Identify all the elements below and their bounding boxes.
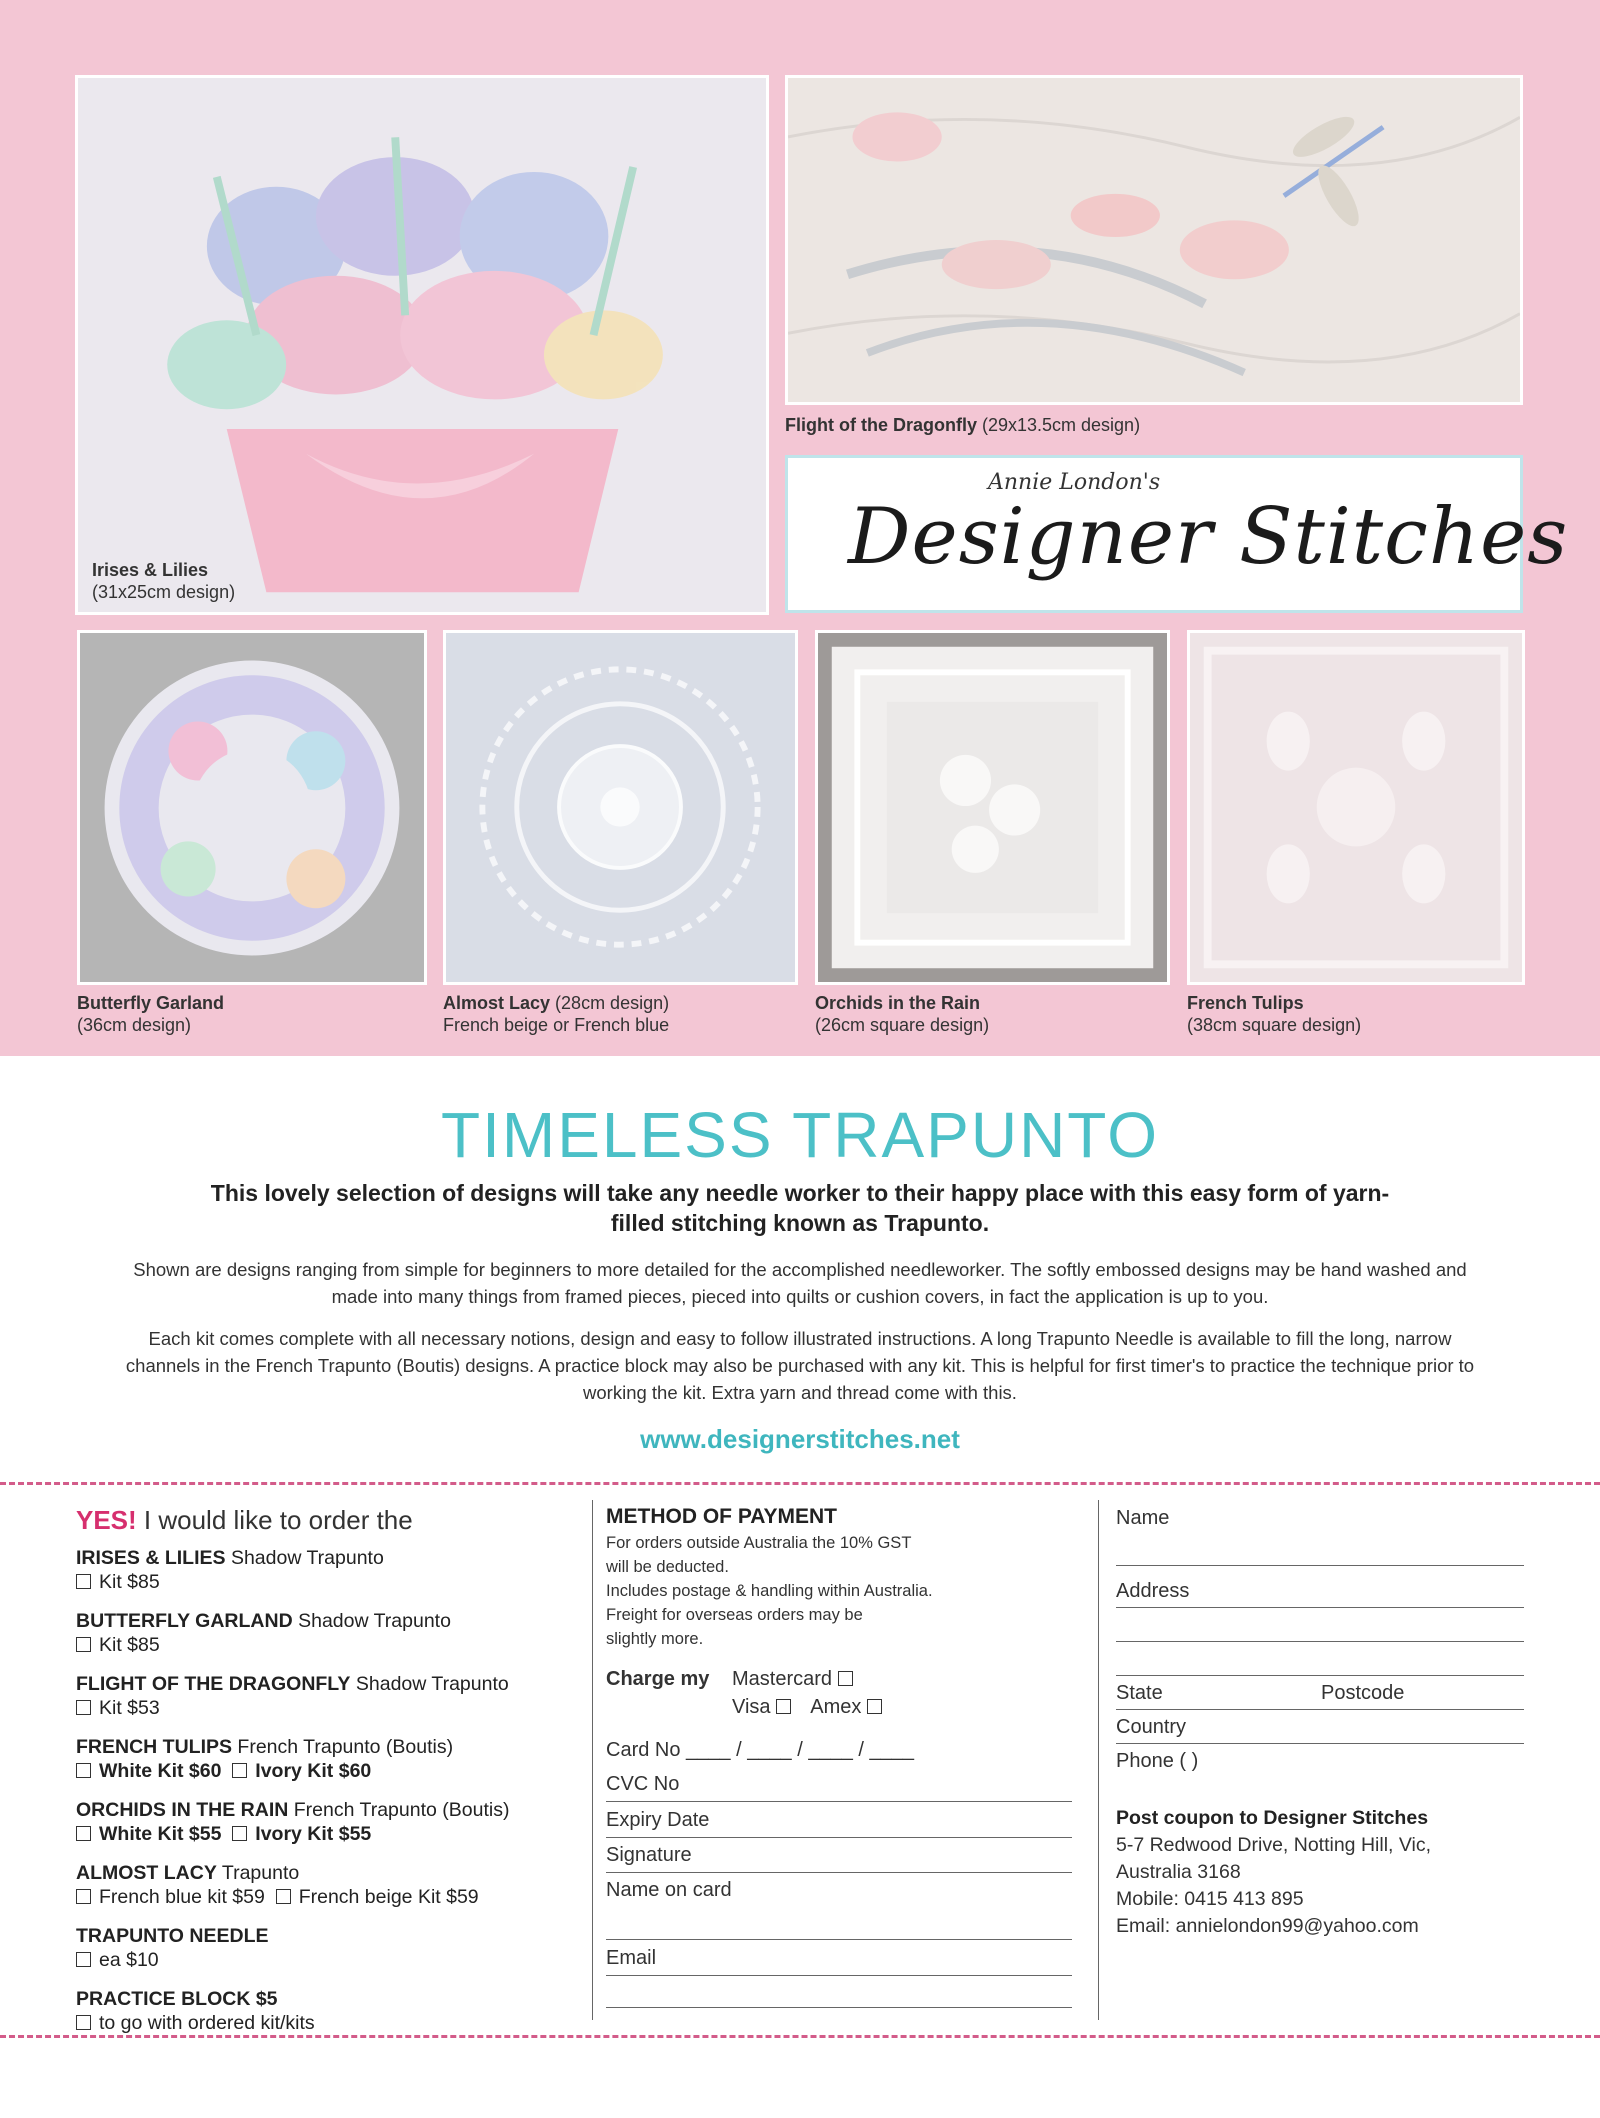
beige-kit-checkbox[interactable] (276, 1889, 291, 1904)
post-line-2: Australia 3168 (1116, 1861, 1241, 1883)
visa-label: Visa (732, 1696, 771, 1718)
french-tulips-photo (1187, 630, 1525, 985)
order-item-practice (76, 1987, 596, 2035)
item-name: FRENCH TULIPS (76, 1736, 232, 1758)
cvc-field[interactable]: CVC No (606, 1767, 1072, 1802)
payment-title: METHOD OF PAYMENT (606, 1505, 838, 1528)
orchids-rain-photo (815, 630, 1170, 985)
dragonfly-caption (785, 414, 1140, 436)
kit-option: Ivory Kit $55 (255, 1823, 372, 1845)
kit-option: French beige Kit $59 (298, 1886, 479, 1908)
signature-field[interactable]: Signature (606, 1838, 1072, 1873)
order-item-lacy (76, 1861, 596, 1909)
needle-checkbox[interactable] (76, 1952, 91, 1967)
visa-checkbox[interactable] (776, 1699, 791, 1714)
order-item-orchids (76, 1798, 596, 1846)
headline: TIMELESS TRAPUNTO (441, 1099, 1159, 1171)
address-line-3[interactable] (1116, 1643, 1524, 1676)
address-line-2[interactable] (1116, 1609, 1524, 1642)
almost-lacy-photo (443, 630, 798, 985)
logo-main-text: Designer Stitches (848, 492, 1569, 582)
kit-checkbox[interactable] (76, 1637, 91, 1652)
column-divider-2 (1098, 1500, 1099, 2020)
orchids-detail: (26cm square design) (815, 1015, 990, 1035)
subhead: This lovely selection of designs will take any needle worker to their happy place with this easy form of yarn-filled stitching known as Trapunto. (210, 1180, 1390, 1236)
lacy-title: Almost Lacy (443, 993, 551, 1013)
ivory-kit-checkbox[interactable] (232, 1826, 247, 1841)
tulips-detail: (38cm square design) (1187, 1015, 1362, 1035)
kit-option: White Kit $55 (99, 1823, 222, 1845)
expiry-field[interactable]: Expiry Date (606, 1803, 1072, 1838)
item-name: ORCHIDS IN THE RAIN (76, 1799, 289, 1821)
post-email: Email: annielondon99@yahoo.com (1116, 1915, 1419, 1937)
butterfly-title: Butterfly Garland (77, 993, 225, 1013)
irises-lilies-caption (92, 559, 235, 603)
lacy-detail: (28cm design) (550, 993, 670, 1013)
charge-label: Charge my (606, 1668, 710, 1690)
designer-stitches-logo (785, 455, 1569, 613)
lacy-detail-2: French beige or French blue (443, 1015, 670, 1035)
blue-kit-checkbox[interactable] (76, 1889, 91, 1904)
address-field[interactable]: Address (1116, 1575, 1524, 1608)
dragonfly-detail: (29x13.5cm design) (976, 415, 1141, 435)
item-name: PRACTICE BLOCK $5 (76, 1988, 278, 2010)
dragonfly-title: Flight of the Dragonfly (785, 415, 977, 435)
item-name: TRAPUNTO NEEDLE (76, 1925, 269, 1947)
kit-option: White Kit $60 (99, 1760, 222, 1782)
country-field[interactable]: Country (1116, 1711, 1524, 1744)
item-type: Shadow Trapunto (225, 1547, 384, 1569)
kit-option: Kit $85 (99, 1634, 160, 1656)
state-label: State (1116, 1682, 1163, 1704)
note-line: Freight for overseas orders may be (606, 1606, 863, 1624)
kit-option: ea $10 (99, 1949, 159, 1971)
butterfly-detail: (36cm design) (77, 1015, 192, 1035)
amex-checkbox[interactable] (867, 1699, 882, 1714)
white-kit-checkbox[interactable] (76, 1763, 91, 1778)
logo-small-text: Annie London's (988, 470, 1161, 495)
kit-option: to go with ordered kit/kits (99, 2012, 315, 2034)
item-name: IRISES & LILIES (76, 1547, 226, 1569)
kit-paragraph: Each kit comes complete with all necessary notions, design and easy to follow illustrated instructions. A long Trapunto Needle is available to fill the long, narrow channels in the French Trapunto (Boutis) designs. A practice block may also be purchased with any kit. This is helpful for first timer's to practice the technique prior to working the kit. Extra yarn and thread come with this. (125, 1328, 1475, 1403)
kit-option: Ivory Kit $60 (255, 1760, 372, 1782)
order-item-irises (76, 1546, 596, 1594)
name-field[interactable]: Name (1116, 1505, 1524, 1566)
dragonfly-photo (785, 75, 1523, 405)
almost-lacy-caption (443, 992, 669, 1036)
butterfly-caption (77, 992, 224, 1036)
name-on-card-field[interactable] (606, 1905, 1072, 1940)
order-item-dragonfly (76, 1672, 596, 1720)
white-kit-checkbox[interactable] (76, 1826, 91, 1841)
post-mobile: Mobile: 0415 413 895 (1116, 1888, 1304, 1910)
amex-label: Amex (810, 1696, 862, 1718)
coupon-top-border (0, 1482, 1600, 1485)
order-intro (76, 1505, 596, 1536)
post-address (1116, 1805, 1431, 1940)
order-intro-text: I would like to order the (136, 1505, 413, 1535)
order-column (76, 1505, 596, 2050)
card-number-field[interactable]: Card No ____ / ____ / ____ / ____ (606, 1739, 915, 1761)
kit-option: Kit $85 (99, 1571, 160, 1593)
item-type: Shadow Trapunto (350, 1673, 509, 1695)
note-line: Includes postage & handling within Australia. (606, 1582, 933, 1600)
mastercard-checkbox[interactable] (838, 1671, 853, 1686)
order-item-needle (76, 1924, 596, 1972)
tulips-title: French Tulips (1187, 993, 1304, 1013)
item-name: ALMOST LACY (76, 1862, 217, 1884)
yes-label: YES! (76, 1505, 137, 1535)
state-postcode-field[interactable] (1116, 1677, 1524, 1710)
kit-checkbox[interactable] (76, 1574, 91, 1589)
item-name: FLIGHT OF THE DRAGONFLY (76, 1673, 351, 1695)
note-line: For orders outside Australia the 10% GST (606, 1534, 912, 1552)
phone-field[interactable]: Phone ( ) (1116, 1750, 1199, 1772)
mastercard-label: Mastercard (732, 1668, 833, 1690)
payment-column (606, 1505, 1076, 1969)
note-line: will be deducted. (606, 1558, 729, 1576)
kit-option: Kit $53 (99, 1697, 160, 1719)
charge-options (606, 1665, 1072, 1718)
irises-detail: (31x25cm design) (92, 582, 236, 602)
item-type: French Trapunto (Boutis) (232, 1736, 454, 1758)
kit-option: French blue kit $59 (99, 1886, 265, 1908)
ivory-kit-checkbox[interactable] (232, 1763, 247, 1778)
tulips-caption (1187, 992, 1361, 1036)
intro-paragraph: Shown are designs ranging from simple for beginners to more detailed for the accomplished needleworker. The softly embossed designs may be hand washed and made into many things from framed pieces, pieced into quilts or cushion covers, in fact the application is up to you. (133, 1259, 1467, 1307)
irises-lilies-photo (75, 75, 769, 615)
item-type: French Trapunto (Boutis) (288, 1799, 510, 1821)
item-type: Trapunto (216, 1862, 300, 1884)
butterfly-garland-photo (77, 630, 427, 985)
payment-note (606, 1531, 1076, 1651)
email-field[interactable]: Email (606, 1941, 1072, 1976)
postcode-label: Postcode (1321, 1682, 1405, 1704)
post-line-1: 5-7 Redwood Drive, Notting Hill, Vic, (1116, 1834, 1432, 1856)
item-type: Shadow Trapunto (292, 1610, 451, 1632)
note-line: slightly more. (606, 1630, 704, 1648)
name-on-card-label: Name on card (606, 1879, 732, 1901)
website-link[interactable]: www.designerstitches.net (640, 1424, 960, 1454)
orchids-title: Orchids in the Rain (815, 993, 981, 1013)
irises-title: Irises & Lilies (92, 560, 209, 580)
order-item-tulips (76, 1735, 596, 1783)
orchids-caption (815, 992, 989, 1036)
email-field-line[interactable] (606, 1973, 1072, 2008)
order-item-butterfly (76, 1609, 596, 1657)
post-title: Post coupon to Designer Stitches (1116, 1807, 1429, 1829)
kit-checkbox[interactable] (76, 1700, 91, 1715)
practice-checkbox[interactable] (76, 2015, 91, 2030)
item-name: BUTTERFLY GARLAND (76, 1610, 293, 1632)
